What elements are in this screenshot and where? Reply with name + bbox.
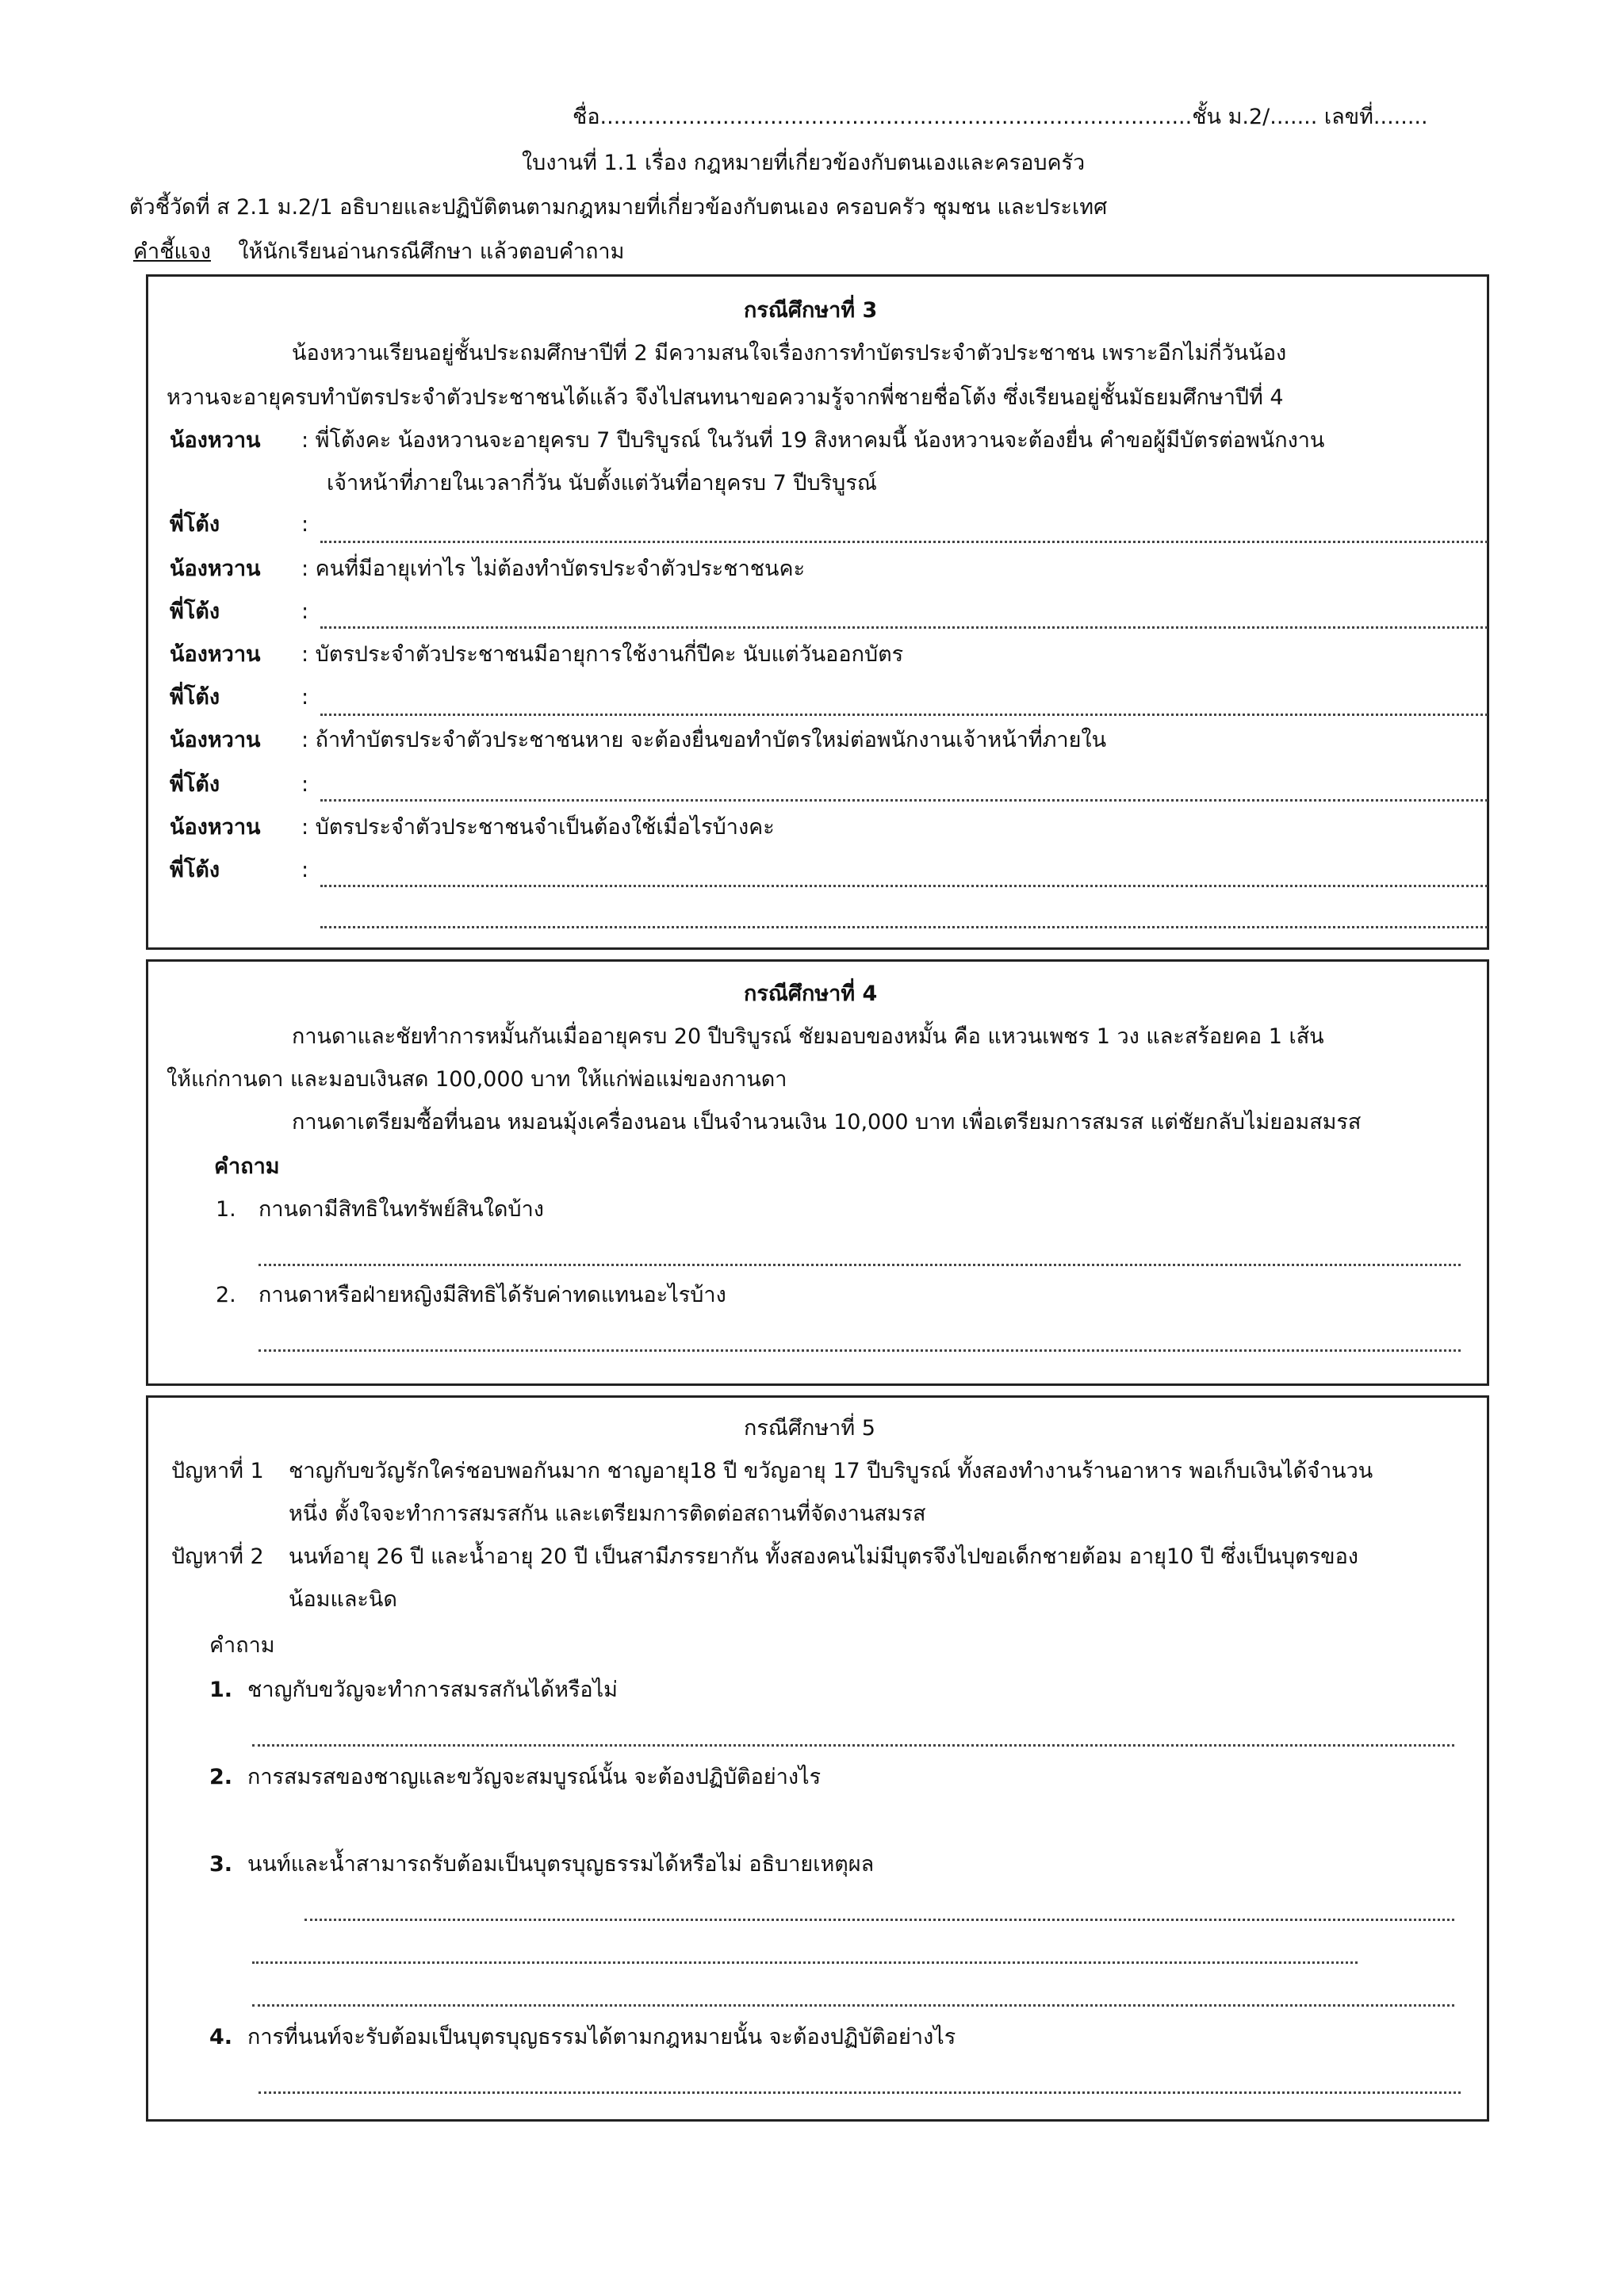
speaker-nongwan: น้องหวาน — [170, 642, 261, 667]
dialogue-q2: : คนที่มีอายุเท่าไร ไม่ต้องทำบัตรประจำตัวประชาชนคะ — [301, 557, 806, 581]
case-5-question-4-text: การที่นนท์จะรับต้อมเป็นบุตรบุญธรรมได้ตามกฎหมายนั้น จะต้องปฏิบัติอย่างไร — [247, 2025, 956, 2049]
case-5-question-4-number: 4. — [209, 2025, 233, 2049]
dialogue-q1-line1: : พี่โต้งคะ น้องหวานจะอายุครบ 7 ปีบริบูรณ์ ในวันที่ 19 สิงหาคมนี้ น้องหวานจะต้องยื่น คำขอผู้มีบัตรต่อพนักงาน — [301, 428, 1325, 453]
speaker-phitong: พี่โต้ง — [170, 772, 220, 797]
colon: : — [301, 858, 309, 882]
problem-1-label: ปัญหาที่ 1 — [171, 1459, 264, 1483]
problem-2-label: ปัญหาที่ 2 — [171, 1544, 264, 1569]
dialogue-q3: : บัตรประจำตัวประชาชนมีอายุการใช้งานกี่ปีคะ นับแต่วันออกบัตร — [301, 642, 904, 667]
instruction — [133, 239, 624, 265]
case-4-question-2-text: กานดาหรือฝ่ายหญิงมีสิทธิได้รับค่าทดแทนอะไรบ้าง — [259, 1283, 726, 1307]
colon: : — [301, 685, 309, 710]
answer-line[interactable] — [259, 1264, 1461, 1266]
name-line[interactable]: ชื่อ.......................................................................................ชั้น ม.2/....... เลขที่........ — [573, 105, 1428, 129]
answer-line[interactable] — [252, 2004, 1454, 2007]
answer-line[interactable] — [320, 714, 1488, 716]
case-4-question-2-number: 2. — [216, 1283, 236, 1307]
case-study-4-box — [146, 959, 1489, 1386]
dialogue-q5: : บัตรประจำตัวประชาชนจำเป็นต้องใช้เมื่อไรบ้างคะ — [301, 815, 775, 840]
case-4-question-1-number: 1. — [216, 1197, 236, 1222]
dialogue-q1-line2: เจ้าหน้าที่ภายในเวลากี่วัน นับตั้งแต่วันที่อายุครบ 7 ปีบริบูรณ์ — [327, 471, 877, 496]
speaker-phitong: พี่โต้ง — [170, 512, 220, 537]
colon: : — [301, 772, 309, 797]
case-3-intro-line1: น้องหวานเรียนอยู่ชั้นประถมศึกษาปีที่ 2 มีความสนใจเรื่องการทำบัตรประจำตัวประชาชน เพราะอีกไม่กี่วันน้อง — [292, 341, 1287, 365]
case-4-title: กรณีศึกษาที่ 4 — [744, 982, 878, 1006]
answer-line[interactable] — [252, 1961, 1358, 1964]
colon: : — [301, 512, 309, 537]
case-4-para1-line1: กานดาและชัยทำการหมั้นกันเมื่ออายุครบ 20 ปีบริบูรณ์ ชัยมอบของหมั้น คือ แหวนเพชร 1 วง และสร้อยคอ 1 เส้น — [292, 1024, 1324, 1049]
instruction-label: คำชี้แจง — [133, 239, 211, 264]
problem-2-line2: น้อมและนิด — [289, 1587, 397, 1612]
case-5-questions-label: คำถาม — [209, 1633, 275, 1658]
case-study-3-box — [146, 274, 1489, 950]
speaker-phitong: พี่โต้ง — [170, 599, 220, 624]
colon: : — [301, 599, 309, 624]
answer-line[interactable] — [320, 799, 1488, 802]
case-5-question-1-text: ชาญกับขวัญจะทำการสมรสกันได้หรือไม่ — [247, 1678, 618, 1702]
answer-line[interactable] — [320, 626, 1488, 629]
speaker-nongwan: น้องหวาน — [170, 428, 261, 453]
case-4-para2: กานดาเตรียมซื้อที่นอน หมอนมุ้งเครื่องนอน เป็นจำนวนเงิน 10,000 บาท เพื่อเตรียมการสมรส แต่ชัยกลับไม่ยอมสมรส — [292, 1110, 1362, 1135]
sheet-title: ใบงานที่ 1.1 เรื่อง กฎหมายที่เกี่ยวข้องกับตนเองและครอบครัว — [522, 151, 1086, 175]
case-4-question-1-text: กานดามีสิทธิในทรัพย์สินใดบ้าง — [259, 1197, 544, 1222]
case-5-question-2-number: 2. — [209, 1765, 233, 1789]
indicator: ตัวชี้วัดที่ ส 2.1 ม.2/1 อธิบายและปฏิบัติตนตามกฎหมายที่เกี่ยวข้องกับตนเอง ครอบครัว ชุมชน และประเทศ — [129, 195, 1108, 220]
problem-1-line1: ชาญกับขวัญรักใคร่ชอบพอกันมาก ชาญอายุ18 ปี ขวัญอายุ 17 ปีบริบูรณ์ ทั้งสองทำงานร้านอาหาร พอเก็บเงินได้จำนวน — [289, 1459, 1373, 1483]
case-3-intro-line2: หวานจะอายุครบทำบัตรประจำตัวประชาชนได้แล้ว จึงไปสนทนาขอความรู้จากพี่ชายชื่อโต้ง ซึ่งเรียนอยู่ชั้นมัธยมศึกษาปีที่ 4 — [167, 385, 1284, 410]
case-5-question-3-text: นนท์และน้ำสามารถรับต้อมเป็นบุตรบุญธรรมได้หรือไม่ อธิบายเหตุผล — [247, 1852, 875, 1877]
answer-line[interactable] — [320, 541, 1488, 543]
answer-line[interactable] — [320, 885, 1488, 887]
answer-line[interactable] — [259, 2091, 1461, 2094]
case-4-para1-line2: ให้แก่กานดา และมอบเงินสด 100,000 บาท ให้แก่พ่อแม่ของกานดา — [167, 1067, 787, 1092]
speaker-nongwan: น้องหวาน — [170, 728, 261, 752]
case-5-title: กรณีศึกษาที่ 5 — [744, 1416, 875, 1441]
answer-line[interactable] — [320, 926, 1488, 928]
instruction-text: ให้นักเรียนอ่านกรณีศึกษา แล้วตอบคำถาม — [238, 239, 625, 264]
answer-line[interactable] — [259, 1349, 1461, 1352]
problem-1-line2: หนึ่ง ตั้งใจจะทำการสมรสกัน และเตรียมการติดต่อสถานที่จัดงานสมรส — [289, 1502, 926, 1526]
problem-2-line1: นนท์อายุ 26 ปี และน้ำอายุ 20 ปี เป็นสามีภรรยากัน ทั้งสองคนไม่มีบุตรจึงไปขอเด็กชายต้อม อายุ10 ปี ซึ่งเป็นบุตรของ — [289, 1544, 1358, 1569]
speaker-nongwan: น้องหวาน — [170, 557, 261, 581]
case-5-question-3-number: 3. — [209, 1852, 233, 1877]
speaker-phitong: พี่โต้ง — [170, 685, 220, 710]
dialogue-q4: : ถ้าทำบัตรประจำตัวประชาชนหาย จะต้องยื่นขอทำบัตรใหม่ต่อพนักงานเจ้าหน้าที่ภายใน — [301, 728, 1107, 752]
answer-line[interactable] — [252, 1744, 1454, 1747]
case-5-question-2-text: การสมรสของชาญและขวัญจะสมบูรณ์นั้น จะต้องปฏิบัติอย่างไร — [247, 1765, 822, 1789]
case-5-question-1-number: 1. — [209, 1678, 233, 1702]
speaker-nongwan: น้องหวาน — [170, 815, 261, 840]
case-4-questions-label: คำถาม — [214, 1154, 280, 1179]
answer-line[interactable] — [304, 1919, 1454, 1921]
case-3-title: กรณีศึกษาที่ 3 — [744, 298, 878, 323]
speaker-phitong: พี่โต้ง — [170, 858, 220, 882]
